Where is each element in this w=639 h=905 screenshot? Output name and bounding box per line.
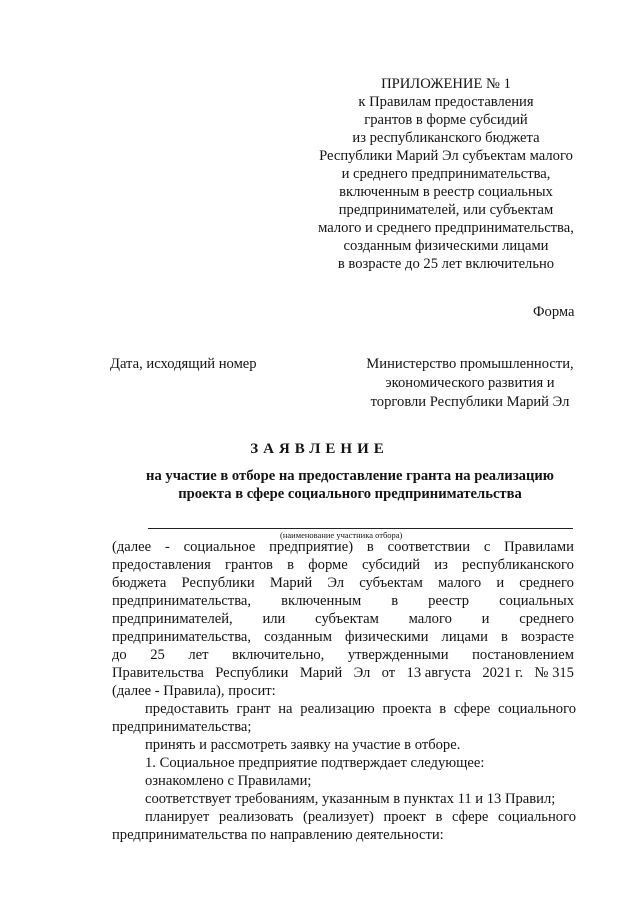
body-word: постановлением xyxy=(472,647,574,663)
body-word: Республики xyxy=(181,575,255,591)
participant-name-caption: (наименование участника отбора) xyxy=(280,530,403,540)
body-line: предпринимательства; xyxy=(112,719,252,735)
body-word: включительно, xyxy=(232,647,325,663)
body-word: малого xyxy=(408,611,452,627)
body-justified-line xyxy=(112,665,574,682)
body-word: грантов xyxy=(224,557,273,573)
appendix-line: предпринимателей, или субъектам xyxy=(338,202,554,218)
body-word: республиканского xyxy=(462,557,574,573)
body-word: бюджета xyxy=(112,575,167,591)
date-outgoing-number-label: Дата, исходящий номер xyxy=(110,356,257,372)
body-word: 13 августа xyxy=(406,665,471,681)
body-justified-line xyxy=(112,647,574,664)
body-word: и xyxy=(496,575,505,591)
body-word: соответствии xyxy=(387,539,471,555)
body-word: среднего xyxy=(519,611,574,627)
body-justified-line xyxy=(112,575,574,592)
appendix-line: грантов в форме субсидий xyxy=(364,112,528,128)
body-word: из xyxy=(434,557,448,573)
body-line: (далее - Правила), просит: xyxy=(112,683,276,699)
body-word: Правилами xyxy=(504,539,574,555)
body-word: предоставления xyxy=(112,557,211,573)
appendix-line: созданным физическими лицами xyxy=(343,238,549,254)
addressee-line: Министерство промышленности, xyxy=(366,356,574,372)
body-word: Марий xyxy=(299,665,343,681)
body-line: соответствует требованиям, указанным в пунктах 11 и 13 Правил; xyxy=(145,791,556,807)
body-line: планирует реализовать (реализует) проект в сфере социального xyxy=(145,809,576,825)
document-subtitle-line: проекта в сфере социального предпринимательства xyxy=(178,486,522,502)
appendix-line: из республиканского бюджета xyxy=(352,130,540,146)
body-word: субъектам xyxy=(315,611,379,627)
appendix-line: и среднего предпринимательства, xyxy=(341,166,551,182)
body-word: Эл xyxy=(353,665,371,681)
body-justified-line xyxy=(112,611,574,628)
body-word: в xyxy=(287,557,295,573)
body-word: форме xyxy=(308,557,348,573)
body-word: реестр xyxy=(428,593,470,609)
participant-name-line xyxy=(148,528,573,529)
body-word: от xyxy=(381,665,396,681)
appendix-line: Республики Марий Эл субъектам малого xyxy=(319,148,573,164)
body-word: Марий xyxy=(269,575,313,591)
body-justified-line xyxy=(112,593,574,610)
body-word: в xyxy=(366,539,374,555)
body-word: включенным xyxy=(281,593,362,609)
body-word: (далее xyxy=(112,539,152,555)
body-line: принять и рассмотреть заявку на участие в отборе. xyxy=(145,737,461,753)
body-word: 25 xyxy=(150,647,165,663)
body-word: Республики xyxy=(215,665,289,681)
body-word: в xyxy=(391,593,399,609)
body-word: № 315 xyxy=(534,665,574,681)
body-word: физическими xyxy=(345,629,429,645)
body-word: Правительства xyxy=(112,665,204,681)
appendix-title: ПРИЛОЖЕНИЕ № 1 xyxy=(381,76,511,92)
body-word: до xyxy=(112,647,127,663)
body-word: возрасте xyxy=(521,629,574,645)
body-word: предпринимателей, xyxy=(112,611,233,627)
form-label: Форма xyxy=(533,304,575,320)
body-word: лет xyxy=(188,647,209,663)
appendix-line: к Правилам предоставления xyxy=(358,94,534,110)
body-line: 1. Социальное предприятие подтверждает следующее: xyxy=(145,755,485,771)
appendix-line: малого и среднего предпринимательства, xyxy=(318,220,574,236)
body-word: созданным xyxy=(264,629,332,645)
appendix-line: включенным в реестр социальных xyxy=(339,184,553,200)
body-word: малого xyxy=(437,575,482,591)
body-word: социальных xyxy=(499,593,574,609)
body-line: ознакомлено с Правилами; xyxy=(145,773,312,789)
body-word: субсидий xyxy=(361,557,421,573)
body-word: и xyxy=(481,611,490,627)
body-word: лицами xyxy=(441,629,488,645)
body-word: 2021 г. xyxy=(482,665,524,681)
body-word: в xyxy=(501,629,508,645)
body-word: Эл xyxy=(327,575,345,591)
body-word: предпринимательства, xyxy=(112,593,252,609)
addressee-line: экономического развития и xyxy=(385,375,555,391)
body-word: или xyxy=(262,611,286,627)
appendix-line: в возрасте до 25 лет включительно xyxy=(337,256,555,272)
body-line: предоставить грант на реализацию проекта в сфере социального xyxy=(145,701,576,717)
body-justified-line xyxy=(112,539,574,556)
addressee-line: торговли Республики Марий Эл xyxy=(370,394,570,410)
body-word: предприятие) xyxy=(269,539,354,555)
body-word: утвержденными xyxy=(347,647,449,663)
body-justified-line xyxy=(112,557,574,574)
body-word: - xyxy=(164,539,170,555)
document-title: ЗАЯВЛЕНИЕ xyxy=(250,441,389,457)
body-word: с xyxy=(483,539,491,555)
body-word: предпринимательства, xyxy=(112,629,252,645)
body-word: социальное xyxy=(183,539,256,555)
body-word: субъектам xyxy=(359,575,423,591)
body-word: среднего xyxy=(519,575,574,591)
document-subtitle-line: на участие в отборе на предоставление гранта на реализацию xyxy=(146,468,554,484)
body-line: предпринимательства по направлению деятельности: xyxy=(112,827,444,843)
body-justified-line xyxy=(112,629,574,646)
